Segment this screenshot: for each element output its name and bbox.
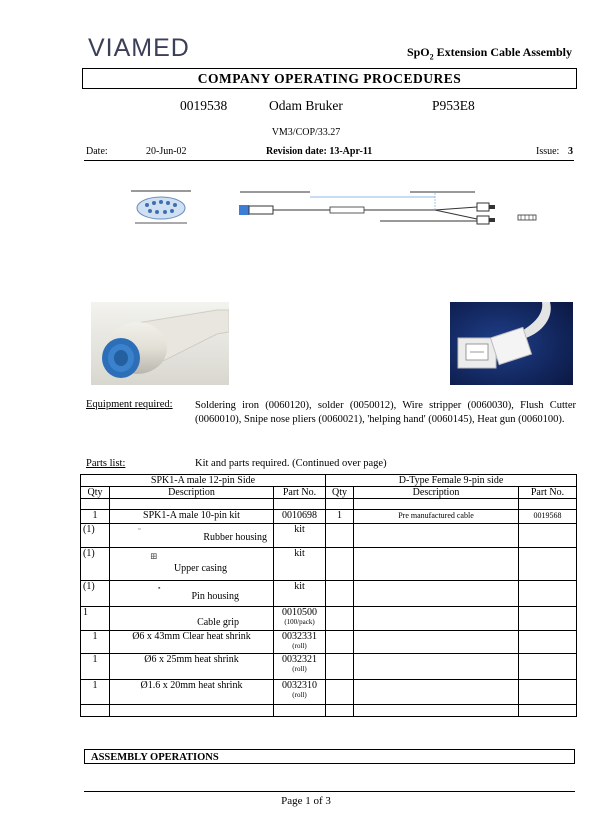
table-row (81, 581, 577, 607)
part-number-cell: 0010698 (274, 510, 326, 524)
description-cell: Cable grip (110, 607, 274, 631)
equipment-label: Equipment required: (86, 399, 173, 410)
rubber-housing-icon: ▫ (138, 525, 141, 533)
description-cell: Pre manufactured cable (354, 510, 519, 524)
qty-cell: 1 (81, 607, 110, 631)
parts-list-note: Kit and parts required. (Continued over page) (195, 458, 387, 469)
table-row (81, 680, 577, 705)
equipment-list: Soldering iron (0060120), solder (0050012), Wire stripper (0060030), Flush Cutter (0060010), Snipe nose pliers (0060021), 'helping hand' (0060145), Heat gun (0060100). (195, 400, 576, 425)
qty-cell: 1 (81, 631, 110, 654)
part-number-cell: 0032331 (roll) (274, 631, 326, 654)
table-row (81, 524, 577, 548)
document-reference: VM3/COP/33.27 (271, 127, 341, 138)
company-logo: VIAMED (88, 34, 190, 62)
column-header: Description (354, 487, 519, 499)
description-cell: ⊞ Upper casing (110, 548, 274, 581)
date-revision-line (84, 146, 574, 161)
left-side-header: SPK1-A male 12-pin Side (81, 475, 326, 487)
description-cell: Ø6 x 43mm Clear heat shrink (110, 631, 274, 654)
table-row (81, 631, 577, 654)
date-value: 20-Jun-02 (146, 146, 187, 157)
qty-cell: (1) (81, 524, 110, 548)
upper-casing-icon: ⊞ (150, 551, 158, 561)
part-number-cell: 0032310 (roll) (274, 680, 326, 705)
customer-name: Odam Bruker (269, 98, 343, 113)
part-number-cell: kit (274, 524, 326, 548)
table-row (81, 548, 577, 581)
table-column-headers (81, 487, 577, 499)
table-spacer-row (81, 705, 577, 717)
right-side-header: D-Type Female 9-pin side (326, 475, 577, 487)
column-header: Part No. (519, 487, 577, 499)
qty-cell: 1 (326, 510, 354, 524)
table-row (81, 607, 577, 631)
description-cell: SPK1-A male 10-pin kit (110, 510, 274, 524)
qty-cell: 1 (81, 654, 110, 680)
procedures-banner: COMPANY OPERATING PROCEDURES (82, 68, 577, 89)
d-type-connector-photo (450, 302, 573, 385)
table-spacer-row (81, 499, 577, 510)
parts-table (80, 474, 577, 717)
issue-label: Issue: (536, 146, 560, 157)
part-number-cell: 0010500 (100/pack) (274, 607, 326, 631)
qty-cell: (1) (81, 581, 110, 607)
footer-divider (84, 791, 575, 792)
column-header: Qty (326, 487, 354, 499)
table-row (81, 510, 577, 524)
revision-date: Revision date: 13-Apr-11 (266, 146, 373, 157)
page-number: Page 1 of 3 (281, 795, 331, 807)
table-row (81, 654, 577, 680)
pin-housing-icon: ▪ (158, 584, 161, 592)
part-number: 0019538 (180, 98, 228, 113)
male-connector-photo (91, 302, 229, 385)
wiring-diagram (125, 183, 550, 238)
part-number-cell: 0019568 (519, 510, 577, 524)
qty-cell: 1 (81, 510, 110, 524)
part-number-cell: kit (274, 581, 326, 607)
product-code: P953E8 (432, 98, 475, 113)
part-number-cell: 0032321 (roll) (274, 654, 326, 680)
part-number-cell: kit (274, 548, 326, 581)
table-header-groups (81, 475, 577, 487)
column-header: Part No. (274, 487, 326, 499)
document-title: SpO$_2$ Extension Cable Assembly (406, 45, 572, 62)
column-header: Description (110, 487, 274, 499)
description-cell: Ø1.6 x 20mm heat shrink (110, 680, 274, 705)
parts-list-label: Parts list: (86, 458, 126, 469)
date-label: Date: (86, 146, 108, 157)
qty-cell: 1 (81, 680, 110, 705)
assembly-operations-heading: ASSEMBLY OPERATIONS (84, 749, 575, 764)
description-cell: ▪ Pin housing (110, 581, 274, 607)
issue-value: 3 (568, 146, 573, 157)
qty-cell: (1) (81, 548, 110, 581)
description-cell: Ø6 x 25mm heat shrink (110, 654, 274, 680)
description-cell: ▫ Rubber housing (110, 524, 274, 548)
column-header: Qty (81, 487, 110, 499)
